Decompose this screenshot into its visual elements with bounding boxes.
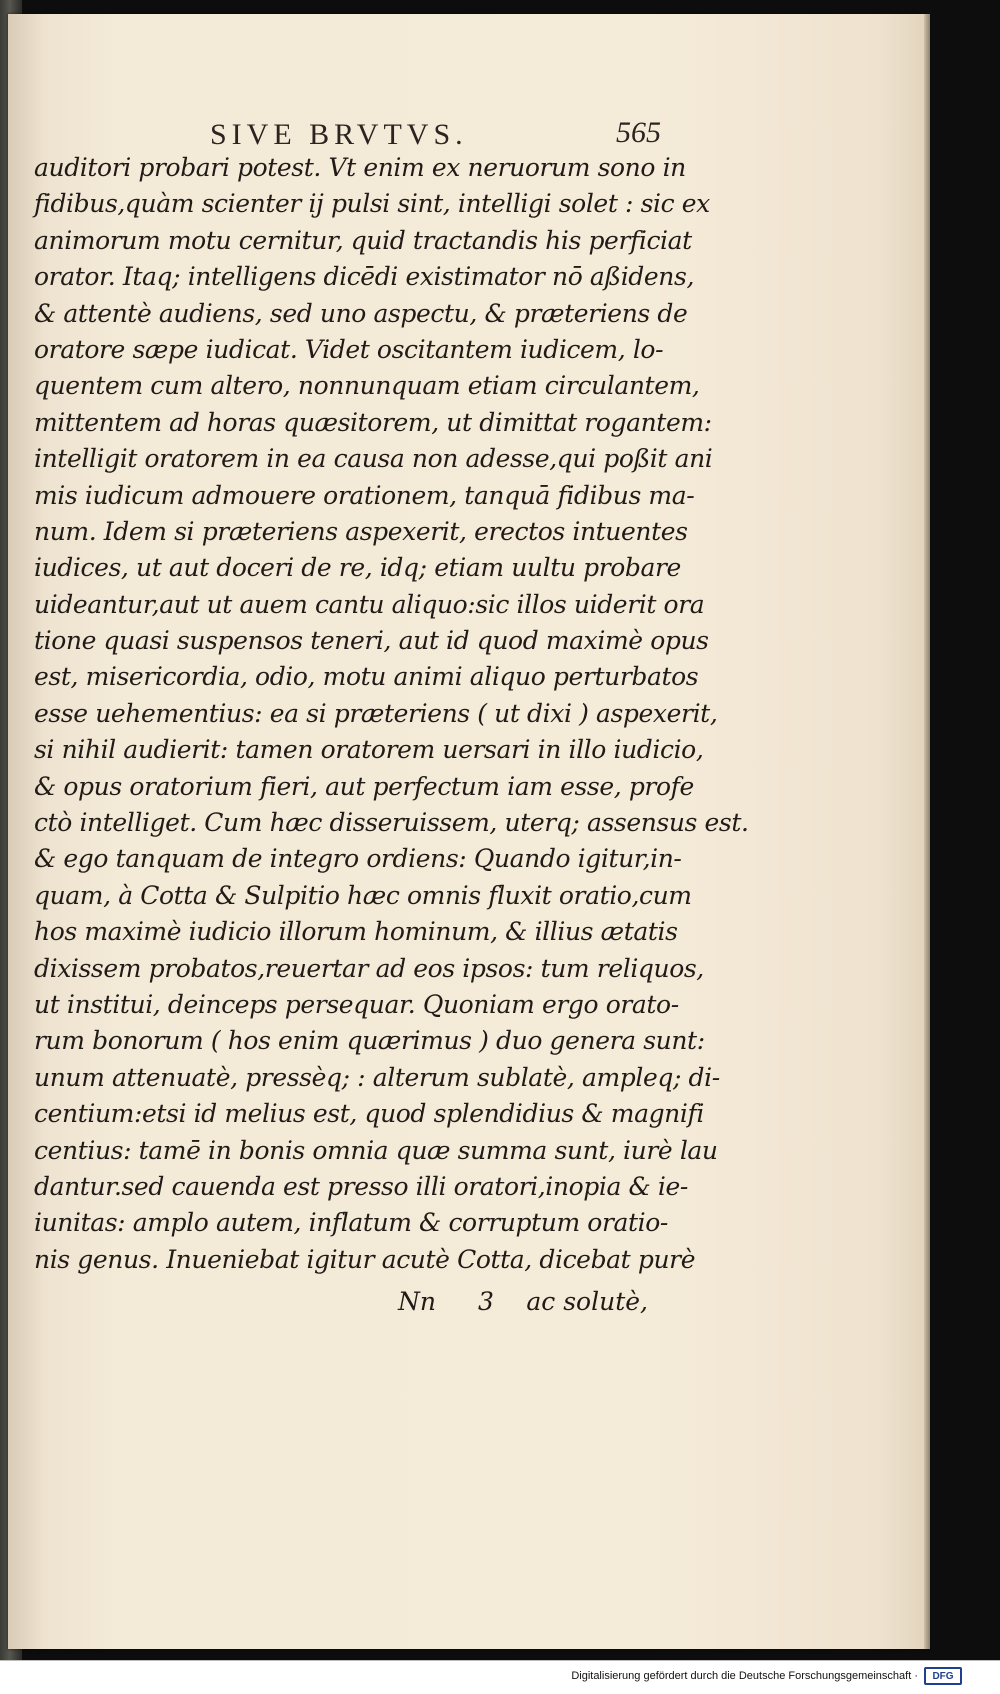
body-text bbox=[34, 150, 749, 1278]
text-line: ut institui, deinceps persequar. Quoniam ergo orato- bbox=[34, 989, 679, 1019]
text-line: ctò intelliget. Cum hæc disseruissem, uterq; assensus est. bbox=[34, 808, 749, 838]
text-line: auditori probari potest. Vt enim ex neruorum sono in bbox=[34, 153, 686, 182]
running-head: SIVE BRVTVS. bbox=[210, 118, 468, 151]
text-line: mittentem ad horas quæsitorem, ut dimittat rogantem: bbox=[34, 407, 712, 437]
text-line: rum bonorum ( hos enim quærimus ) duo genera sunt: bbox=[34, 1026, 705, 1056]
text-line: esse uehementius: ea si præteriens ( ut dixi ) aspexerit, bbox=[34, 698, 718, 728]
text-line: fidibus,quàm scienter ij pulsi sint, intelligi solet : sic ex bbox=[34, 189, 710, 219]
text-line: dantur.sed cauenda est presso illi oratori,inopia & ie- bbox=[34, 1171, 688, 1201]
text-line: tione quasi suspensos teneri, aut id quod maximè opus bbox=[34, 626, 709, 656]
text-line: dixissem probatos,reuertar ad eos ipsos: tum reliquos, bbox=[34, 953, 704, 983]
funding-credit: Digitalisierung gefördert durch die Deutsche Forschungsgemeinschaft · bbox=[571, 1670, 918, 1682]
text-line: quam, à Cotta & Sulpitio hæc omnis fluxit oratio,cum bbox=[34, 880, 692, 910]
text-line: uideantur,aut ut auem cantu aliquo:sic illos uiderit ora bbox=[34, 589, 705, 619]
text-line: si nihil audierit: tamen oratorem uersari in illo iudicio, bbox=[34, 735, 704, 765]
text-line: & opus oratorium fieri, aut perfectum iam esse, profe bbox=[34, 771, 694, 801]
text-line: & ego tanquam de integro ordiens: Quando igitur,in- bbox=[34, 844, 682, 874]
signature-mark bbox=[398, 1287, 494, 1316]
signature-letters: Nn bbox=[398, 1287, 436, 1316]
text-line: iudices, ut aut doceri de re, idq; etiam uultu probare bbox=[34, 553, 681, 583]
text-line: intelligit oratorem in ea causa non adesse,qui poßit ani bbox=[34, 444, 713, 474]
text-line: unum attenuatè, pressèq; : alterum sublatè, ampleq; di- bbox=[34, 1062, 720, 1092]
text-line: hos maximè iudicio illorum hominum, & illius ætatis bbox=[34, 917, 678, 947]
text-line: oratore sæpe iudicat. Videt oscitantem iudicem, lo- bbox=[34, 334, 664, 364]
catchline bbox=[398, 1287, 648, 1316]
signature-number: 3 bbox=[477, 1287, 494, 1316]
text-line: animorum motu cernitur, quid tractandis his perficiat bbox=[34, 225, 692, 255]
page-fore-edge bbox=[924, 14, 930, 1649]
text-line: iunitas: amplo autem, inflatum & corruptum oratio- bbox=[34, 1208, 668, 1238]
dfg-logo-icon: DFG bbox=[924, 1667, 962, 1685]
text-line: centius: tamē in bonis omnia quæ summa sunt, iurè lau bbox=[34, 1135, 718, 1165]
text-line: & attentè audiens, sed uno aspectu, & præteriens de bbox=[34, 298, 688, 328]
text-line: mis iudicum admouere orationem, tanquā fidibus ma- bbox=[34, 480, 695, 510]
text-line: centium:etsi id melius est, quod splendidius & magnifi bbox=[34, 1099, 704, 1129]
page-number: 565 bbox=[616, 116, 661, 149]
text-line: num. Idem si præteriens aspexerit, erectos intuentes bbox=[34, 516, 688, 546]
text-line: orator. Itaq; intelligens dicēdi existimator nō aßidens, bbox=[34, 262, 694, 292]
catchword: ac solutè, bbox=[526, 1287, 648, 1316]
footer-bar bbox=[0, 1660, 1000, 1694]
text-line: quentem cum altero, nonnunquam etiam circulantem, bbox=[34, 371, 700, 401]
text-line: nis genus. Inueniebat igitur acutè Cotta, dicebat purè bbox=[34, 1244, 696, 1274]
text-line: est, misericordia, odio, motu animi aliquo perturbatos bbox=[34, 662, 699, 692]
